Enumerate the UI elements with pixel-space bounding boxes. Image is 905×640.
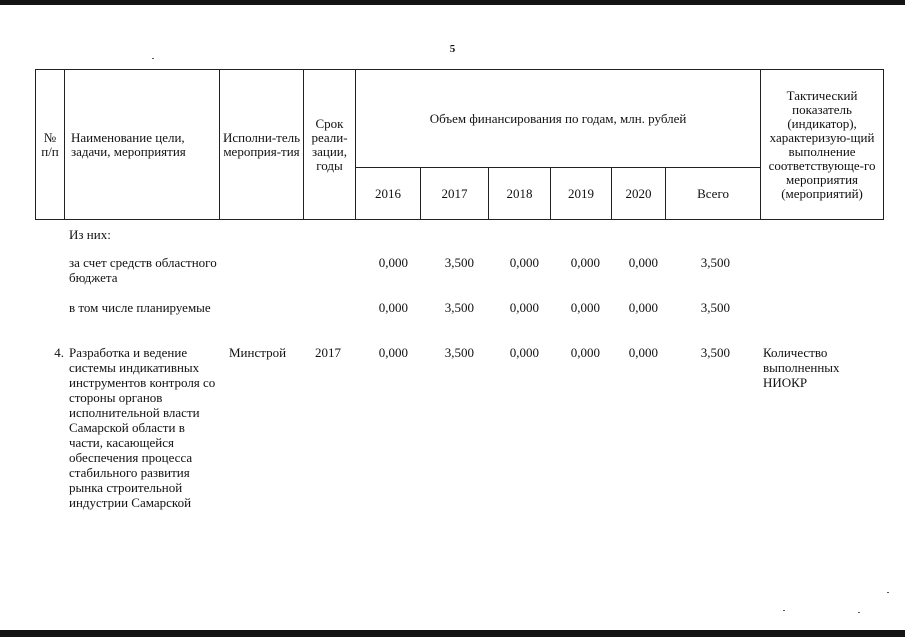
planned-2020: 0,000 — [628, 300, 658, 315]
regional-budget-2016: 0,000 — [378, 255, 408, 270]
table-header — [35, 69, 884, 220]
regional-budget-2019: 0,000 — [570, 255, 600, 270]
item4-2018: 0,000 — [509, 345, 539, 360]
item4-name: Разработка и ведение системы индикативных инструментов контроля со стороны органов исполнительной власти Самарской области в части, касающейся обеспечения процесса стабильного развития рынка строительной индустрии Самарской — [69, 345, 216, 510]
regional-budget-2018: 0,000 — [509, 255, 539, 270]
planned-total: 3,500 — [700, 300, 730, 315]
regional-budget-2017: 3,500 — [444, 255, 474, 270]
row-planned-label: в том числе планируемые — [69, 300, 211, 315]
regional-budget-2020: 0,000 — [628, 255, 658, 270]
scan-bottom-border — [0, 630, 905, 637]
planned-2019: 0,000 — [570, 300, 600, 315]
scan-speck — [152, 58, 154, 59]
header-year-2018: 2018 — [489, 168, 551, 220]
header-year-2019: 2019 — [551, 168, 612, 220]
planned-2016: 0,000 — [378, 300, 408, 315]
scan-speck — [858, 612, 860, 613]
page-number: 5 — [449, 43, 456, 55]
item4-term: 2017 — [315, 345, 341, 360]
header-executor: Исполни-тель мероприя-тия — [220, 70, 304, 220]
item4-executor: Минстрой — [229, 345, 287, 360]
header-indicator: Тактический показатель (индикатор), характеризую-щий выполнение соответствующе-го мероприятия (мероприятий) — [761, 70, 884, 220]
item4-2017: 3,500 — [444, 345, 474, 360]
item4-number: 4. — [54, 345, 64, 360]
planned-2017: 3,500 — [444, 300, 474, 315]
row-regional-budget-label: за счет средств областного бюджета — [69, 255, 217, 285]
item4-2019: 0,000 — [570, 345, 600, 360]
scan-speck — [887, 592, 889, 593]
row-of-them-label: Из них: — [69, 227, 111, 242]
scan-speck — [783, 610, 785, 611]
header-term: Срок реали-зации, годы — [304, 70, 356, 220]
header-funding: Объем финансирования по годам, млн. рублей — [356, 70, 761, 168]
header-year-2020: 2020 — [612, 168, 666, 220]
item4-2016: 0,000 — [378, 345, 408, 360]
header-year-2016: 2016 — [356, 168, 421, 220]
item4-2020: 0,000 — [628, 345, 658, 360]
scan-top-border — [0, 0, 905, 5]
header-year-2017: 2017 — [421, 168, 489, 220]
item4-total: 3,500 — [700, 345, 730, 360]
header-total: Всего — [666, 168, 761, 220]
regional-budget-total: 3,500 — [700, 255, 730, 270]
header-name: Наименование цели, задачи, мероприятия — [65, 70, 220, 220]
planned-2018: 0,000 — [509, 300, 539, 315]
item4-indicator: Количество выполненных НИОКР — [763, 345, 840, 390]
header-number: № п/п — [36, 70, 65, 220]
